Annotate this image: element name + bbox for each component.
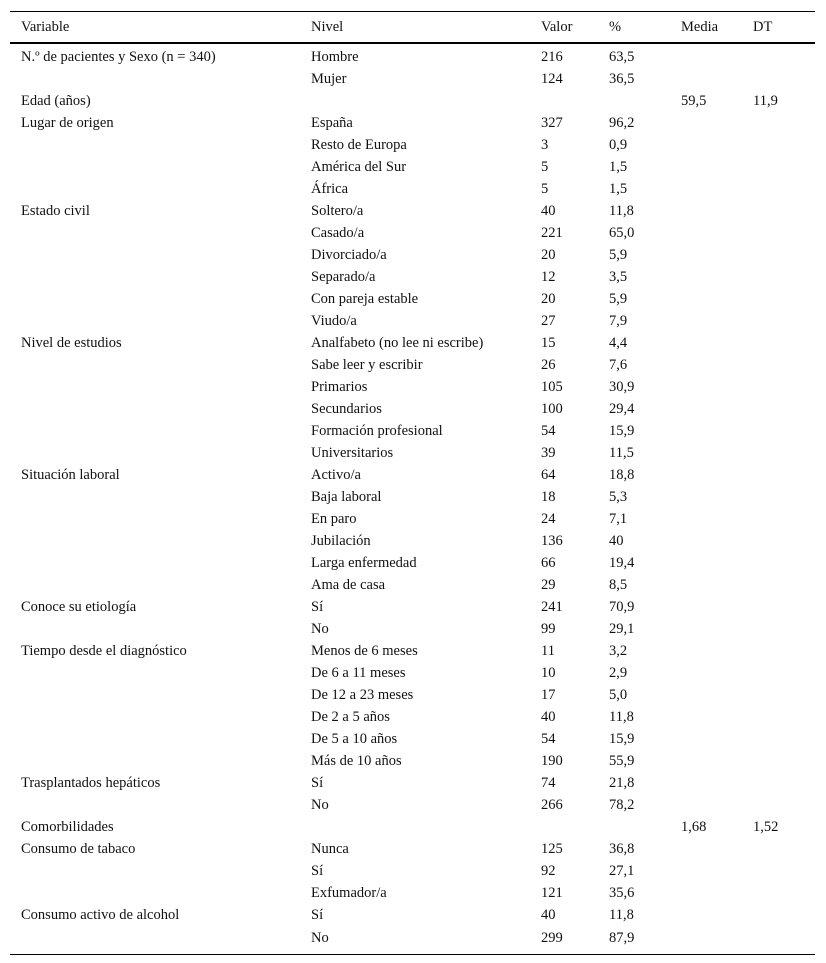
cell-valor: 74 [541, 775, 556, 791]
table-row [10, 266, 815, 288]
cell-nivel: América del Sur [311, 159, 407, 175]
cell-percent: 63,5 [609, 49, 635, 65]
header-valor: Valor [530, 12, 598, 44]
cell-percent: 11,8 [609, 709, 634, 725]
cell-valor: 39 [541, 445, 556, 461]
table-row [10, 706, 815, 728]
cell-dt [742, 266, 815, 288]
cell-valor: 12 [541, 269, 556, 285]
cell-dt [742, 772, 815, 794]
cell-valor: 299 [541, 930, 563, 946]
table-row [10, 596, 815, 618]
cell-percent: 5,3 [609, 489, 628, 505]
cell-nivel: No [311, 621, 329, 637]
cell-media [670, 574, 742, 596]
cell-valor [530, 816, 598, 838]
table-row [10, 750, 815, 772]
cell-media [670, 882, 742, 904]
cell-nivel: No [311, 797, 329, 813]
cell-dt: 11,9 [753, 93, 778, 109]
cell-variable [10, 530, 300, 552]
cell-percent: 2,9 [609, 665, 628, 681]
cell-media [670, 332, 742, 354]
table-row [10, 244, 815, 266]
cell-valor: 40 [541, 709, 556, 725]
cell-nivel: Sí [311, 907, 324, 923]
cell-media: 1,68 [681, 819, 707, 835]
data-table [10, 11, 815, 955]
cell-media [670, 442, 742, 464]
cell-nivel: Sabe leer y escribir [311, 357, 423, 373]
cell-valor: 121 [541, 885, 563, 901]
cell-nivel: Soltero/a [311, 203, 364, 219]
cell-nivel: Divorciado/a [311, 247, 387, 263]
cell-variable: Consumo de tabaco [21, 841, 136, 857]
table-row [10, 90, 815, 112]
table-row [10, 838, 815, 860]
cell-percent: 65,0 [609, 225, 635, 241]
cell-dt [742, 178, 815, 200]
cell-media [670, 420, 742, 442]
cell-valor: 40 [541, 907, 556, 923]
table-row [10, 464, 815, 486]
table-row [10, 134, 815, 156]
cell-nivel: Casado/a [311, 225, 365, 241]
cell-media: 59,5 [681, 93, 707, 109]
cell-dt [742, 596, 815, 618]
cell-variable [10, 486, 300, 508]
cell-valor: 216 [541, 49, 563, 65]
cell-valor: 3 [541, 137, 549, 153]
cell-variable: N.º de pacientes y Sexo (n = 340) [21, 49, 216, 65]
cell-percent: 87,9 [609, 930, 635, 946]
cell-dt [742, 926, 815, 955]
cell-variable [10, 134, 300, 156]
cell-nivel: Separado/a [311, 269, 376, 285]
cell-percent: 18,8 [609, 467, 635, 483]
cell-variable [10, 684, 300, 706]
cell-percent: 7,6 [609, 357, 628, 373]
cell-valor: 15 [541, 335, 556, 351]
cell-dt [742, 662, 815, 684]
table-row [10, 112, 815, 134]
cell-percent: 55,9 [609, 753, 635, 769]
cell-percent: 36,5 [609, 71, 635, 87]
cell-media [670, 222, 742, 244]
cell-variable: Lugar de origen [21, 115, 114, 131]
cell-nivel: Formación profesional [311, 423, 443, 439]
cell-percent: 40 [609, 533, 624, 549]
cell-dt [742, 860, 815, 882]
table-row [10, 442, 815, 464]
cell-variable [10, 244, 300, 266]
cell-valor: 54 [541, 423, 556, 439]
cell-media [670, 464, 742, 486]
table-row [10, 354, 815, 376]
cell-media [670, 508, 742, 530]
cell-dt [742, 486, 815, 508]
cell-variable [10, 860, 300, 882]
cell-variable: Comorbilidades [21, 819, 114, 835]
cell-dt [742, 706, 815, 728]
cell-variable: Trasplantados hepáticos [21, 775, 161, 791]
cell-media [670, 926, 742, 955]
cell-nivel [300, 90, 530, 112]
cell-media [670, 904, 742, 926]
cell-dt [742, 310, 815, 332]
cell-percent: 3,2 [609, 643, 628, 659]
cell-valor: 26 [541, 357, 556, 373]
cell-valor: 27 [541, 313, 556, 329]
cell-percent: 1,5 [609, 159, 628, 175]
cell-percent: 7,9 [609, 313, 628, 329]
cell-variable [10, 222, 300, 244]
cell-valor: 66 [541, 555, 556, 571]
cell-percent: 19,4 [609, 555, 635, 571]
cell-variable [10, 574, 300, 596]
cell-valor: 327 [541, 115, 563, 131]
cell-variable [10, 508, 300, 530]
cell-nivel: Resto de Europa [311, 137, 407, 153]
cell-valor: 29 [541, 577, 556, 593]
cell-variable [10, 442, 300, 464]
cell-nivel: Universitarios [311, 445, 394, 461]
cell-variable: Estado civil [21, 203, 90, 219]
cell-percent: 11,5 [609, 445, 634, 461]
cell-valor: 64 [541, 467, 556, 483]
cell-dt [742, 464, 815, 486]
cell-variable [10, 68, 300, 90]
cell-nivel: Sí [311, 863, 324, 879]
header-percent: % [598, 12, 670, 44]
cell-variable [10, 750, 300, 772]
cell-variable [10, 420, 300, 442]
table-body [10, 43, 815, 955]
table-row [10, 684, 815, 706]
table-row [10, 43, 815, 68]
cell-percent: 5,9 [609, 247, 628, 263]
cell-variable [10, 882, 300, 904]
cell-valor: 100 [541, 401, 563, 417]
cell-media [670, 618, 742, 640]
cell-percent: 96,2 [609, 115, 635, 131]
cell-variable [10, 288, 300, 310]
cell-percent: 36,8 [609, 841, 635, 857]
cell-dt [742, 68, 815, 90]
cell-dt [742, 640, 815, 662]
cell-media [670, 838, 742, 860]
table-row [10, 618, 815, 640]
cell-percent: 7,1 [609, 511, 628, 527]
cell-media [670, 794, 742, 816]
cell-media [670, 860, 742, 882]
table-row [10, 310, 815, 332]
cell-nivel: Analfabeto (no lee ni escribe) [311, 335, 484, 351]
cell-nivel: Larga enfermedad [311, 555, 417, 571]
cell-variable [10, 354, 300, 376]
cell-variable: Edad (años) [21, 93, 91, 109]
cell-percent: 29,4 [609, 401, 635, 417]
cell-media [670, 354, 742, 376]
cell-percent: 3,5 [609, 269, 628, 285]
cell-valor: 54 [541, 731, 556, 747]
cell-valor: 10 [541, 665, 556, 681]
header-dt: DT [742, 12, 815, 44]
cell-percent [598, 816, 670, 838]
cell-dt [742, 904, 815, 926]
header-variable: Variable [10, 12, 300, 44]
cell-media [670, 706, 742, 728]
cell-media [670, 200, 742, 222]
cell-nivel: España [311, 115, 353, 131]
cell-dt: 1,52 [753, 819, 779, 835]
cell-dt [742, 398, 815, 420]
cell-variable [10, 310, 300, 332]
cell-variable [10, 178, 300, 200]
cell-dt [742, 574, 815, 596]
cell-percent: 5,0 [609, 687, 628, 703]
cell-percent: 8,5 [609, 577, 628, 593]
cell-nivel: De 5 a 10 años [311, 731, 398, 747]
cell-variable [10, 376, 300, 398]
cell-nivel: En paro [311, 511, 357, 527]
cell-valor: 99 [541, 621, 556, 637]
cell-nivel: Activo/a [311, 467, 361, 483]
cell-nivel: Más de 10 años [311, 753, 402, 769]
cell-valor: 266 [541, 797, 563, 813]
table-row [10, 288, 815, 310]
cell-valor: 40 [541, 203, 556, 219]
cell-dt [742, 43, 815, 68]
cell-nivel: Menos de 6 meses [311, 643, 418, 659]
cell-valor: 136 [541, 533, 563, 549]
cell-nivel: Sí [311, 599, 324, 615]
cell-media [670, 530, 742, 552]
header-media: Media [670, 12, 742, 44]
cell-variable: Consumo activo de alcohol [21, 907, 180, 923]
table-row [10, 662, 815, 684]
cell-percent: 4,4 [609, 335, 628, 351]
cell-nivel [300, 816, 530, 838]
cell-dt [742, 222, 815, 244]
cell-nivel: De 6 a 11 meses [311, 665, 406, 681]
cell-media [670, 640, 742, 662]
cell-media [670, 750, 742, 772]
cell-percent: 15,9 [609, 423, 635, 439]
cell-variable [10, 728, 300, 750]
cell-variable [10, 926, 300, 955]
table-row [10, 794, 815, 816]
cell-variable [10, 552, 300, 574]
cell-variable [10, 398, 300, 420]
table-row [10, 530, 815, 552]
table-row [10, 376, 815, 398]
cell-dt [742, 156, 815, 178]
cell-nivel: Nunca [311, 841, 349, 857]
cell-variable [10, 794, 300, 816]
table-row [10, 926, 815, 955]
cell-dt [742, 750, 815, 772]
cell-variable [10, 266, 300, 288]
cell-percent: 27,1 [609, 863, 635, 879]
cell-nivel: Exfumador/a [311, 885, 387, 901]
cell-media [670, 486, 742, 508]
cell-dt [742, 354, 815, 376]
table-row [10, 904, 815, 926]
cell-valor: 92 [541, 863, 556, 879]
cell-nivel: Hombre [311, 49, 359, 65]
cell-percent: 1,5 [609, 181, 628, 197]
cell-dt [742, 442, 815, 464]
table-row [10, 508, 815, 530]
cell-media [670, 662, 742, 684]
cell-percent: 15,9 [609, 731, 635, 747]
cell-valor: 17 [541, 687, 556, 703]
cell-dt [742, 882, 815, 904]
cell-valor: 5 [541, 159, 549, 175]
cell-nivel: Secundarios [311, 401, 382, 417]
cell-media [670, 178, 742, 200]
cell-percent [598, 90, 670, 112]
cell-dt [742, 112, 815, 134]
cell-valor: 124 [541, 71, 563, 87]
cell-valor: 18 [541, 489, 556, 505]
cell-dt [742, 200, 815, 222]
table-row [10, 156, 815, 178]
cell-media [670, 244, 742, 266]
table-row [10, 772, 815, 794]
cell-dt [742, 530, 815, 552]
cell-valor: 20 [541, 291, 556, 307]
cell-dt [742, 244, 815, 266]
cell-media [670, 552, 742, 574]
cell-media [670, 112, 742, 134]
cell-percent: 21,8 [609, 775, 635, 791]
cell-dt [742, 332, 815, 354]
table-row [10, 222, 815, 244]
cell-media [670, 596, 742, 618]
table-row [10, 332, 815, 354]
table-row [10, 860, 815, 882]
table-row [10, 816, 815, 838]
cell-media [670, 772, 742, 794]
cell-percent: 30,9 [609, 379, 635, 395]
cell-media [670, 398, 742, 420]
cell-nivel: Mujer [311, 71, 347, 87]
table-row [10, 200, 815, 222]
cell-media [670, 266, 742, 288]
cell-percent: 78,2 [609, 797, 635, 813]
cell-valor: 241 [541, 599, 563, 615]
cell-percent: 11,8 [609, 203, 634, 219]
cell-media [670, 156, 742, 178]
cell-media [670, 68, 742, 90]
table-row [10, 68, 815, 90]
table-row [10, 640, 815, 662]
cell-variable: Nivel de estudios [21, 335, 122, 351]
cell-nivel: Jubilación [311, 533, 371, 549]
cell-media [670, 728, 742, 750]
cell-media [670, 288, 742, 310]
cell-nivel: Viudo/a [311, 313, 357, 329]
cell-valor: 11 [541, 643, 555, 659]
cell-nivel: Con pareja estable [311, 291, 419, 307]
cell-media [670, 376, 742, 398]
cell-dt [742, 508, 815, 530]
cell-valor: 105 [541, 379, 563, 395]
cell-valor [530, 90, 598, 112]
table-row [10, 486, 815, 508]
cell-valor: 190 [541, 753, 563, 769]
cell-nivel: De 2 a 5 años [311, 709, 390, 725]
cell-variable [10, 662, 300, 684]
cell-dt [742, 794, 815, 816]
cell-valor: 5 [541, 181, 549, 197]
cell-dt [742, 728, 815, 750]
cell-variable [10, 706, 300, 728]
cell-valor: 221 [541, 225, 563, 241]
cell-nivel: Sí [311, 775, 324, 791]
cell-media [670, 310, 742, 332]
table-row [10, 882, 815, 904]
cell-dt [742, 838, 815, 860]
cell-dt [742, 552, 815, 574]
cell-percent: 5,9 [609, 291, 628, 307]
cell-variable [10, 156, 300, 178]
table-row [10, 398, 815, 420]
cell-media [670, 684, 742, 706]
cell-valor: 24 [541, 511, 556, 527]
header-row [10, 12, 815, 44]
cell-dt [742, 134, 815, 156]
cell-nivel: De 12 a 23 meses [311, 687, 414, 703]
header-nivel: Nivel [300, 12, 530, 44]
table-row [10, 552, 815, 574]
cell-nivel: No [311, 930, 329, 946]
cell-percent: 0,9 [609, 137, 628, 153]
table-row [10, 728, 815, 750]
cell-dt [742, 684, 815, 706]
cell-percent: 70,9 [609, 599, 635, 615]
cell-dt [742, 618, 815, 640]
cell-dt [742, 376, 815, 398]
cell-media [670, 43, 742, 68]
cell-percent: 11,8 [609, 907, 634, 923]
cell-media [670, 134, 742, 156]
cell-valor: 125 [541, 841, 563, 857]
cell-variable: Tiempo desde el diagnóstico [21, 643, 187, 659]
cell-variable: Conoce su etiología [21, 599, 137, 615]
cell-percent: 35,6 [609, 885, 635, 901]
table-row [10, 574, 815, 596]
cell-valor: 20 [541, 247, 556, 263]
cell-nivel: África [311, 181, 349, 197]
table-row [10, 420, 815, 442]
cell-nivel: Primarios [311, 379, 368, 395]
cell-nivel: Baja laboral [311, 489, 382, 505]
table-row [10, 178, 815, 200]
cell-nivel: Ama de casa [311, 577, 386, 593]
cell-percent: 29,1 [609, 621, 635, 637]
cell-dt [742, 420, 815, 442]
cell-dt [742, 288, 815, 310]
cell-variable [10, 618, 300, 640]
cell-variable: Situación laboral [21, 467, 120, 483]
